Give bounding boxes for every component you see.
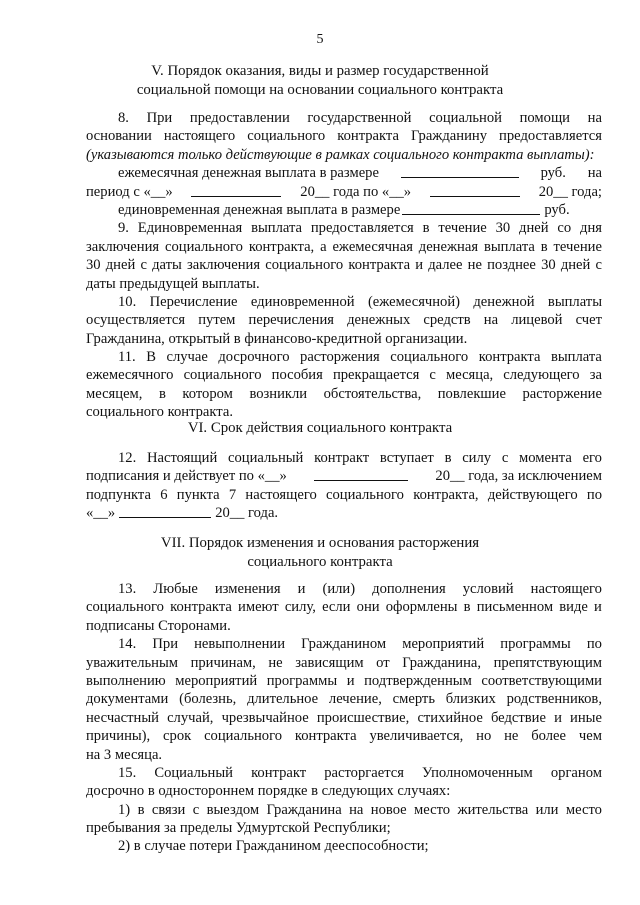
word: денежных: [347, 312, 411, 329]
section-7-title-line-2: социального контракта: [247, 554, 393, 570]
word: родственников,: [506, 691, 602, 708]
word: 9.: [118, 220, 129, 237]
word: препятствующим: [493, 654, 602, 671]
word: далее: [428, 257, 463, 274]
section-5-heading: [0, 62, 640, 100]
word: выполнению: [86, 672, 166, 689]
word: 13.: [118, 581, 137, 597]
word: причины),: [86, 728, 151, 745]
p8-line-6: [86, 201, 602, 219]
word: пособия: [271, 367, 323, 384]
p10-line-3: Гражданина, открытый в финансово-кредитной организации.: [86, 330, 468, 347]
word: выплата: [483, 238, 535, 255]
p8-line-4: [86, 164, 602, 182]
word: его: [582, 450, 602, 466]
word: место: [414, 801, 451, 818]
word: виде: [559, 599, 588, 616]
word: расторжения: [300, 349, 380, 366]
word: дня: [580, 220, 602, 237]
lumpsum-amount-blank: [402, 201, 540, 215]
word: (или): [322, 581, 356, 597]
word: действующего: [487, 486, 578, 503]
word: социального: [86, 599, 164, 616]
p8-period-to: 20__ года по «__»: [300, 183, 412, 200]
word: с: [429, 367, 436, 384]
word: настоящего: [245, 486, 317, 503]
word: Единовременная: [137, 220, 243, 237]
p10-line-2: [86, 311, 602, 329]
word: 30: [541, 257, 556, 274]
p9-line-1: [86, 219, 602, 237]
p8-line-5: [86, 183, 602, 201]
p15-item1-line-1: [86, 801, 602, 819]
word: контракта: [337, 128, 399, 145]
word: Гражданина,: [402, 654, 482, 671]
word: на: [349, 801, 364, 818]
word: условий: [462, 581, 514, 597]
word: чрезвычайное: [221, 709, 309, 726]
word: 10.: [118, 293, 137, 310]
word: контракта,: [413, 486, 479, 503]
word: программы: [500, 636, 571, 653]
word: органом: [550, 764, 602, 781]
word: ежемесячная: [332, 238, 413, 255]
word: лицевой: [511, 312, 563, 329]
word: социальный: [228, 450, 304, 466]
word: соответствующими: [481, 672, 602, 689]
p13-line-3: подписаны Сторонами.: [86, 617, 231, 634]
period-to-blank: [430, 183, 520, 197]
word: государственной: [307, 110, 412, 126]
word: и: [346, 672, 355, 689]
word: помощи: [519, 110, 570, 126]
p14-line-3: [86, 672, 602, 690]
word: денежной: [473, 293, 535, 310]
p15-line-1: [86, 764, 602, 782]
word: 11.: [118, 349, 136, 366]
p12-line-1: [86, 449, 602, 467]
word: течение: [553, 238, 602, 255]
word: мероприятий: [402, 636, 485, 653]
p12-line-4: [86, 504, 602, 522]
word: случае: [166, 349, 208, 366]
word: контракта: [294, 728, 357, 745]
p13-line-2: [86, 598, 602, 616]
word: программы: [266, 672, 338, 689]
word: счет: [575, 312, 602, 329]
word: в: [463, 599, 471, 616]
word: 30: [86, 257, 101, 274]
word: связи: [151, 801, 186, 818]
word: зависящим: [295, 654, 364, 671]
p11-line-1: [86, 348, 602, 366]
p8-na-label: на: [587, 165, 602, 182]
word: срок: [163, 728, 192, 745]
word: силу: [462, 450, 492, 466]
word: даты: [152, 257, 182, 274]
word: с: [501, 450, 509, 466]
word: настоящего: [163, 128, 236, 145]
word: новое: [370, 801, 407, 818]
word: настоящего: [530, 581, 602, 597]
word: Любые: [153, 581, 198, 597]
word: Настоящий: [146, 450, 218, 466]
word: по: [586, 636, 602, 653]
word: месяцем,: [86, 385, 143, 402]
word: не: [268, 654, 283, 671]
word: стихийное: [417, 709, 483, 726]
word: за: [589, 367, 602, 384]
word: невыполнении: [194, 636, 286, 653]
word: социального: [326, 486, 404, 503]
word: смерть: [392, 691, 435, 708]
word: следующего: [503, 367, 580, 384]
word: социального: [165, 238, 243, 255]
word: и: [594, 599, 602, 616]
word: мероприятий: [175, 672, 258, 689]
word: выездом: [206, 801, 260, 818]
word: возникли: [249, 385, 308, 402]
section-6-heading: [0, 419, 640, 438]
p11-line-2: [86, 366, 602, 384]
word: Социальный: [154, 764, 233, 781]
p14-line-6: [86, 727, 602, 745]
word: близких: [445, 691, 496, 708]
word: вступает: [379, 450, 434, 466]
word: основании: [86, 128, 152, 145]
word: или: [535, 801, 559, 818]
word: бедствие: [490, 709, 546, 726]
section-6-title: VI. Срок действия социального контракта: [187, 420, 453, 436]
word: 30: [495, 220, 511, 237]
word: ежемесячного: [86, 367, 174, 384]
section-5-title-line-2: социальной помощи на основании социального контракта: [136, 82, 504, 98]
p12-date-year: 20__ года.: [215, 505, 279, 522]
word: повлекшие: [437, 385, 506, 402]
word: случай,: [167, 709, 214, 726]
word: иные: [570, 709, 602, 726]
p11-line-4: социального контракта.: [86, 404, 233, 421]
p14-line-7: на 3 месяца.: [86, 746, 163, 763]
word: средств: [423, 312, 471, 329]
word: место: [565, 801, 602, 818]
word: изменения: [214, 581, 281, 597]
word: 7: [228, 486, 237, 503]
word: 12.: [118, 450, 137, 466]
word: и: [297, 581, 306, 597]
word: досрочного: [218, 349, 290, 366]
p15-item1-line-2: пребывания за пределы Удмуртской Республики;: [86, 820, 391, 837]
word: социального: [265, 257, 344, 274]
word: контракт: [314, 450, 370, 466]
p8-period-from: период с «__»: [86, 183, 173, 200]
p8-lumpsum-label: единовременная денежная выплата в размере: [118, 201, 401, 218]
word: уважительным: [86, 654, 179, 671]
word: от: [376, 654, 390, 671]
word: документами: [86, 691, 169, 708]
monthly-amount-blank: [401, 164, 519, 178]
word: силу,: [284, 599, 316, 616]
word: подтвержденным: [364, 672, 472, 689]
word: на: [587, 110, 602, 126]
word: момента: [519, 450, 572, 466]
p10-line-1: [86, 293, 602, 311]
word: не: [467, 257, 482, 274]
section-7-title-line-1: VII. Порядок изменения и основания расторжения: [160, 535, 480, 551]
word: в: [137, 801, 145, 818]
p9-line-2: [86, 238, 602, 256]
word: жительства: [457, 801, 529, 818]
word: расторжение: [522, 385, 602, 402]
word: контракта: [170, 599, 232, 616]
word: в: [444, 450, 452, 466]
word: позднее: [487, 257, 536, 274]
word: Гражданином: [301, 636, 387, 653]
word: путем: [198, 312, 236, 329]
word: единовременной: [250, 293, 355, 310]
word: социальной: [429, 110, 502, 126]
p8-monthly-label: ежемесячная денежная выплата в размере: [118, 165, 379, 182]
word: дней: [560, 257, 591, 274]
word: более: [531, 728, 567, 745]
word: выплата: [251, 220, 303, 237]
p8-lumpsum-rub: руб.: [544, 201, 570, 218]
word: (ежемесячной): [367, 293, 461, 310]
word: они: [356, 599, 380, 616]
p14-line-1: [86, 635, 602, 653]
word: предоставлении: [189, 110, 290, 126]
p11-line-3: [86, 385, 602, 403]
word: осуществляется: [86, 312, 186, 329]
word: в: [422, 220, 430, 237]
word: денежная: [418, 238, 479, 255]
p8-rub-label: руб.: [540, 165, 566, 182]
word: оформлены: [385, 599, 458, 616]
word: Уполномоченным: [422, 764, 533, 781]
word: контракта: [478, 349, 541, 366]
word: выплата: [550, 349, 602, 366]
section-5-title-line-1: V. Порядок оказания, виды и размер государственной: [151, 63, 489, 79]
word: пункта: [176, 486, 220, 503]
p12-line-3: [86, 486, 602, 504]
word: котором: [182, 385, 233, 402]
p14-line-5: [86, 709, 602, 727]
word: лечение,: [328, 691, 382, 708]
word: увеличивается,: [369, 728, 464, 745]
p9-line-4: даты предыдущей выплаты.: [86, 275, 260, 292]
p8-period-year: 20__ года;: [538, 183, 602, 200]
word: письменном: [476, 599, 554, 616]
word: 1): [118, 801, 131, 818]
word: заключения: [186, 257, 261, 274]
word: предоставляется: [310, 220, 414, 237]
word: длительное: [247, 691, 319, 708]
word: Перечисление: [149, 293, 238, 310]
word: расторгается: [324, 764, 404, 781]
word: заключения: [86, 238, 160, 255]
p14-line-4: [86, 690, 602, 708]
word: 15.: [118, 764, 137, 781]
word: на: [483, 312, 499, 329]
p8-line-2: [86, 127, 602, 145]
word: социального: [204, 728, 283, 745]
word: прекращается: [332, 367, 420, 384]
section-7-heading: [0, 534, 640, 572]
word: с: [140, 257, 147, 274]
word: месяца,: [446, 367, 494, 384]
section-5-body: [86, 109, 602, 422]
word: 14.: [118, 636, 137, 653]
word: дней: [519, 220, 549, 237]
word: и: [415, 257, 424, 274]
word: а: [320, 238, 327, 255]
word: дней: [105, 257, 136, 274]
period-from-blank: [191, 183, 281, 197]
page-number: 5: [316, 32, 324, 47]
valid-until-blank: [314, 467, 408, 481]
p15-item2-line-1: 2) в случае потери Гражданином дееспособности;: [118, 838, 429, 855]
word: чем: [578, 728, 602, 745]
word: контракта: [348, 257, 411, 274]
p12-line-2: [86, 467, 602, 485]
word: контракта,: [248, 238, 315, 255]
word: контракт: [251, 764, 307, 781]
word: и: [554, 709, 562, 726]
word: Гражданина: [266, 801, 342, 818]
word: с: [595, 257, 602, 274]
word: причинам,: [190, 654, 256, 671]
word: не: [504, 728, 519, 745]
word: обстоятельства,: [323, 385, 422, 402]
word: 8.: [118, 110, 129, 126]
p15-line-2: досрочно в одностороннем порядке в следующих случаях:: [86, 783, 451, 800]
word: если: [322, 599, 351, 616]
word: При: [152, 636, 179, 653]
word: течение: [438, 220, 487, 237]
word: выплаты: [547, 293, 602, 310]
word: имеют: [238, 599, 279, 616]
section-7-body: [86, 580, 602, 856]
word: предоставляется: [499, 128, 602, 145]
word: происшествие,: [316, 709, 410, 726]
p8-line-1: [86, 109, 602, 127]
word: Гражданину: [411, 128, 488, 145]
word: (болезнь,: [179, 691, 237, 708]
word: но: [476, 728, 492, 745]
p12-date-open: «__»: [86, 505, 116, 522]
p12-except: 20__ года, за исключением: [435, 468, 602, 485]
p13-line-1: [86, 580, 602, 598]
word: социального: [247, 128, 326, 145]
subpoint-date-blank: [119, 504, 211, 518]
word: с: [192, 801, 200, 818]
section-6-body: [86, 449, 602, 523]
word: несчастный: [86, 709, 159, 726]
word: дополнения: [372, 581, 446, 597]
p12-valid-until: подписания и действует по «__»: [86, 468, 287, 485]
word: социального: [183, 367, 262, 384]
word: перечисления: [248, 312, 334, 329]
p14-line-2: [86, 654, 602, 672]
word: со: [557, 220, 572, 237]
word: социального: [390, 349, 469, 366]
p9-line-3: [86, 256, 602, 274]
word: В: [146, 349, 156, 366]
p8-line-3: (указываются только действующие в рамках социального контракта выплаты):: [86, 146, 595, 163]
word: в: [540, 238, 548, 255]
word: 6: [160, 486, 168, 503]
word: по: [586, 486, 602, 503]
word: подпункта: [86, 486, 151, 503]
word: в: [158, 385, 166, 402]
word: При: [146, 110, 173, 126]
